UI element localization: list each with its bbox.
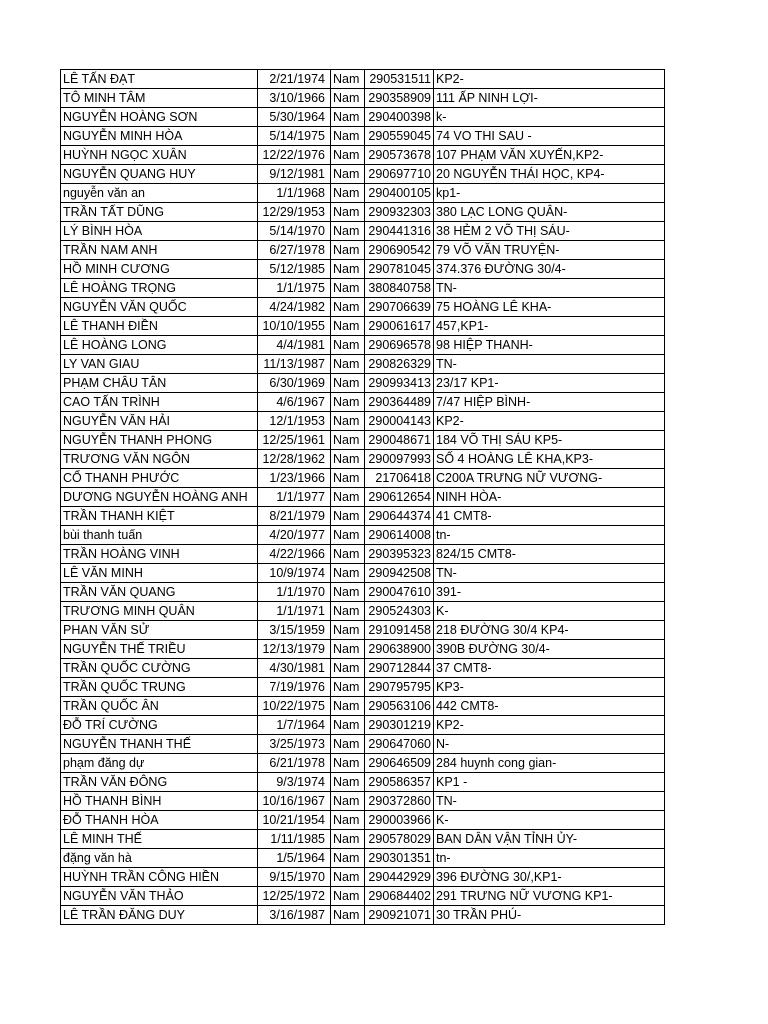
id-number-cell: 291091458 <box>365 621 434 640</box>
name-cell: NGUYỄN THẾ TRIỀU <box>61 640 258 659</box>
table-row <box>61 602 665 621</box>
address-cell: 107 PHẠM VĂN XUYẾN,KP2- <box>434 146 665 165</box>
records-table-body <box>61 70 665 925</box>
birthdate-cell: 1/7/1964 <box>258 716 331 735</box>
birthdate-cell: 10/16/1967 <box>258 792 331 811</box>
id-number-cell: 290441316 <box>365 222 434 241</box>
birthdate-cell: 12/13/1979 <box>258 640 331 659</box>
gender-cell: Nam <box>331 279 365 298</box>
name-cell: LÝ BÌNH HÒA <box>61 222 258 241</box>
id-number-cell: 290097993 <box>365 450 434 469</box>
address-cell: 374.376 ĐƯỜNG 30/4- <box>434 260 665 279</box>
name-cell: nguyễn văn an <box>61 184 258 203</box>
birthdate-cell: 10/10/1955 <box>258 317 331 336</box>
name-cell: CAO TẤN TRÌNH <box>61 393 258 412</box>
id-number-cell: 21706418 <box>365 469 434 488</box>
table-row <box>61 887 665 906</box>
gender-cell: Nam <box>331 450 365 469</box>
id-number-cell: 290003966 <box>365 811 434 830</box>
address-cell: KP2- <box>434 70 665 89</box>
table-row <box>61 849 665 868</box>
id-number-cell: 290684402 <box>365 887 434 906</box>
table-row <box>61 241 665 260</box>
gender-cell: Nam <box>331 678 365 697</box>
birthdate-cell: 12/25/1972 <box>258 887 331 906</box>
gender-cell: Nam <box>331 222 365 241</box>
gender-cell: Nam <box>331 469 365 488</box>
address-cell: KP1 - <box>434 773 665 792</box>
gender-cell: Nam <box>331 849 365 868</box>
gender-cell: Nam <box>331 659 365 678</box>
gender-cell: Nam <box>331 792 365 811</box>
table-row <box>61 146 665 165</box>
id-number-cell: 290047610 <box>365 583 434 602</box>
address-cell: 37 CMT8- <box>434 659 665 678</box>
birthdate-cell: 12/1/1953 <box>258 412 331 431</box>
id-number-cell: 290697710 <box>365 165 434 184</box>
name-cell: HỒ MINH CƯƠNG <box>61 260 258 279</box>
address-cell: 390B ĐƯỜNG 30/4- <box>434 640 665 659</box>
address-cell: tn- <box>434 526 665 545</box>
birthdate-cell: 6/30/1969 <box>258 374 331 393</box>
id-number-cell: 290395323 <box>365 545 434 564</box>
id-number-cell: 290795795 <box>365 678 434 697</box>
id-number-cell: 290301351 <box>365 849 434 868</box>
address-cell: 457,KP1- <box>434 317 665 336</box>
id-number-cell: 290004143 <box>365 412 434 431</box>
birthdate-cell: 4/22/1966 <box>258 545 331 564</box>
gender-cell: Nam <box>331 317 365 336</box>
id-number-cell: 290559045 <box>365 127 434 146</box>
table-row <box>61 431 665 450</box>
name-cell: NGUYỄN VĂN HẢI <box>61 412 258 431</box>
table-row <box>61 70 665 89</box>
id-number-cell: 290644374 <box>365 507 434 526</box>
gender-cell: Nam <box>331 716 365 735</box>
birthdate-cell: 4/30/1981 <box>258 659 331 678</box>
address-cell: 7/47 HIỆP BÌNH- <box>434 393 665 412</box>
birthdate-cell: 2/21/1974 <box>258 70 331 89</box>
gender-cell: Nam <box>331 868 365 887</box>
name-cell: NGUYỄN QUANG HUY <box>61 165 258 184</box>
address-cell: 74 VO THI SAU - <box>434 127 665 146</box>
gender-cell: Nam <box>331 906 365 925</box>
table-row <box>61 906 665 925</box>
name-cell: phạm đăng dự <box>61 754 258 773</box>
name-cell: TRƯƠNG MINH QUÂN <box>61 602 258 621</box>
table-row <box>61 811 665 830</box>
address-cell: 30 TRẦN PHÚ- <box>434 906 665 925</box>
name-cell: LÊ THANH ĐIỀN <box>61 317 258 336</box>
name-cell: NGUYỄN THANH PHONG <box>61 431 258 450</box>
birthdate-cell: 9/3/1974 <box>258 773 331 792</box>
birthdate-cell: 5/14/1970 <box>258 222 331 241</box>
table-row <box>61 412 665 431</box>
id-number-cell: 290400398 <box>365 108 434 127</box>
name-cell: bùi thanh tuấn <box>61 526 258 545</box>
address-cell: N- <box>434 735 665 754</box>
table-row <box>61 279 665 298</box>
name-cell: LÊ HOÀNG LONG <box>61 336 258 355</box>
name-cell: NGUYỄN VĂN THẢO <box>61 887 258 906</box>
table-row <box>61 355 665 374</box>
birthdate-cell: 9/12/1981 <box>258 165 331 184</box>
table-row <box>61 488 665 507</box>
table-row <box>61 507 665 526</box>
gender-cell: Nam <box>331 564 365 583</box>
table-row <box>61 469 665 488</box>
table-row <box>61 317 665 336</box>
name-cell: TRẦN THANH KIỆT <box>61 507 258 526</box>
address-cell: NINH HÒA- <box>434 488 665 507</box>
address-cell: 824/15 CMT8- <box>434 545 665 564</box>
table-row <box>61 165 665 184</box>
birthdate-cell: 12/29/1953 <box>258 203 331 222</box>
address-cell: TN- <box>434 355 665 374</box>
birthdate-cell: 10/22/1975 <box>258 697 331 716</box>
table-row <box>61 545 665 564</box>
id-number-cell: 290364489 <box>365 393 434 412</box>
birthdate-cell: 4/20/1977 <box>258 526 331 545</box>
name-cell: DƯƠNG NGUYỄN HOÀNG ANH <box>61 488 258 507</box>
birthdate-cell: 10/9/1974 <box>258 564 331 583</box>
birthdate-cell: 1/23/1966 <box>258 469 331 488</box>
name-cell: LY VAN GIAU <box>61 355 258 374</box>
name-cell: ĐỖ THANH HÒA <box>61 811 258 830</box>
birthdate-cell: 9/15/1970 <box>258 868 331 887</box>
id-number-cell: 290921071 <box>365 906 434 925</box>
records-table <box>60 69 665 925</box>
address-cell: 23/17 KP1- <box>434 374 665 393</box>
id-number-cell: 290301219 <box>365 716 434 735</box>
address-cell: 380 LẠC LONG QUÂN- <box>434 203 665 222</box>
name-cell: TRƯƠNG VĂN NGÔN <box>61 450 258 469</box>
table-row <box>61 621 665 640</box>
table-row <box>61 336 665 355</box>
gender-cell: Nam <box>331 108 365 127</box>
name-cell: HUỲNH NGỌC XUÂN <box>61 146 258 165</box>
table-row <box>61 564 665 583</box>
address-cell: 20 NGUYỄN THÁI HỌC, KP4- <box>434 165 665 184</box>
id-number-cell: 290442929 <box>365 868 434 887</box>
table-row <box>61 203 665 222</box>
birthdate-cell: 1/1/1977 <box>258 488 331 507</box>
gender-cell: Nam <box>331 545 365 564</box>
id-number-cell: 290614008 <box>365 526 434 545</box>
gender-cell: Nam <box>331 602 365 621</box>
id-number-cell: 290781045 <box>365 260 434 279</box>
name-cell: TRẦN VĂN ĐÔNG <box>61 773 258 792</box>
name-cell: LÊ TRẦN ĐĂNG DUY <box>61 906 258 925</box>
id-number-cell: 290696578 <box>365 336 434 355</box>
gender-cell: Nam <box>331 260 365 279</box>
name-cell: TRẦN TẤT DŨNG <box>61 203 258 222</box>
table-row <box>61 754 665 773</box>
id-number-cell: 290061617 <box>365 317 434 336</box>
address-cell: kp1- <box>434 184 665 203</box>
name-cell: NGUYỄN HOÀNG SƠN <box>61 108 258 127</box>
gender-cell: Nam <box>331 336 365 355</box>
name-cell: đặng văn hà <box>61 849 258 868</box>
table-row <box>61 450 665 469</box>
table-row <box>61 89 665 108</box>
birthdate-cell: 5/14/1975 <box>258 127 331 146</box>
address-cell: KP2- <box>434 412 665 431</box>
gender-cell: Nam <box>331 830 365 849</box>
address-cell: 111 ẤP NINH LỢI- <box>434 89 665 108</box>
gender-cell: Nam <box>331 811 365 830</box>
id-number-cell: 290647060 <box>365 735 434 754</box>
birthdate-cell: 3/25/1973 <box>258 735 331 754</box>
birthdate-cell: 6/21/1978 <box>258 754 331 773</box>
address-cell: 291 TRƯNG NỮ VƯƠNG KP1- <box>434 887 665 906</box>
name-cell: HUỲNH TRẦN CÔNG HIỀN <box>61 868 258 887</box>
id-number-cell: 290573678 <box>365 146 434 165</box>
address-cell: 391- <box>434 583 665 602</box>
birthdate-cell: 10/21/1954 <box>258 811 331 830</box>
id-number-cell: 290586357 <box>365 773 434 792</box>
gender-cell: Nam <box>331 298 365 317</box>
table-row <box>61 526 665 545</box>
birthdate-cell: 1/1/1968 <box>258 184 331 203</box>
birthdate-cell: 5/30/1964 <box>258 108 331 127</box>
address-cell: SỐ 4 HOÀNG LÊ KHA,KP3- <box>434 450 665 469</box>
birthdate-cell: 11/13/1987 <box>258 355 331 374</box>
address-cell: TN- <box>434 792 665 811</box>
address-cell: TN- <box>434 279 665 298</box>
gender-cell: Nam <box>331 488 365 507</box>
gender-cell: Nam <box>331 735 365 754</box>
gender-cell: Nam <box>331 412 365 431</box>
gender-cell: Nam <box>331 621 365 640</box>
gender-cell: Nam <box>331 393 365 412</box>
birthdate-cell: 1/1/1970 <box>258 583 331 602</box>
gender-cell: Nam <box>331 583 365 602</box>
birthdate-cell: 12/25/1961 <box>258 431 331 450</box>
birthdate-cell: 1/1/1975 <box>258 279 331 298</box>
name-cell: TRẦN QUỐC ÂN <box>61 697 258 716</box>
address-cell: 75 HOÀNG LÊ KHA- <box>434 298 665 317</box>
id-number-cell: 290612654 <box>365 488 434 507</box>
id-number-cell: 290826329 <box>365 355 434 374</box>
table-row <box>61 659 665 678</box>
id-number-cell: 290638900 <box>365 640 434 659</box>
gender-cell: Nam <box>331 640 365 659</box>
name-cell: TRẦN VĂN QUANG <box>61 583 258 602</box>
birthdate-cell: 1/1/1971 <box>258 602 331 621</box>
birthdate-cell: 3/16/1987 <box>258 906 331 925</box>
gender-cell: Nam <box>331 165 365 184</box>
name-cell: NGUYỄN THANH THẾ <box>61 735 258 754</box>
table-row <box>61 184 665 203</box>
table-row <box>61 678 665 697</box>
birthdate-cell: 3/10/1966 <box>258 89 331 108</box>
id-number-cell: 290646509 <box>365 754 434 773</box>
birthdate-cell: 4/4/1981 <box>258 336 331 355</box>
gender-cell: Nam <box>331 203 365 222</box>
gender-cell: Nam <box>331 507 365 526</box>
address-cell: KP2- <box>434 716 665 735</box>
address-cell: 41 CMT8- <box>434 507 665 526</box>
birthdate-cell: 12/22/1976 <box>258 146 331 165</box>
address-cell: 184 VÕ THỊ SÁU KP5- <box>434 431 665 450</box>
name-cell: LÊ TẤN ĐẠT <box>61 70 258 89</box>
address-cell: 98 HIỆP THANH- <box>434 336 665 355</box>
birthdate-cell: 6/27/1978 <box>258 241 331 260</box>
id-number-cell: 290563106 <box>365 697 434 716</box>
address-cell: 396 ĐƯỜNG 30/,KP1- <box>434 868 665 887</box>
birthdate-cell: 7/19/1976 <box>258 678 331 697</box>
gender-cell: Nam <box>331 184 365 203</box>
id-number-cell: 290048671 <box>365 431 434 450</box>
address-cell: 38 HẺM 2 VÕ THỊ SÁU- <box>434 222 665 241</box>
name-cell: HỒ THANH BÌNH <box>61 792 258 811</box>
address-cell: tn- <box>434 849 665 868</box>
gender-cell: Nam <box>331 697 365 716</box>
table-row <box>61 108 665 127</box>
address-cell: 218 ĐƯỜNG 30/4 KP4- <box>434 621 665 640</box>
address-cell: 284 huynh cong gian- <box>434 754 665 773</box>
gender-cell: Nam <box>331 526 365 545</box>
name-cell: ĐỖ TRÍ CƯỜNG <box>61 716 258 735</box>
name-cell: LÊ HOÀNG TRỌNG <box>61 279 258 298</box>
birthdate-cell: 12/28/1962 <box>258 450 331 469</box>
name-cell: TRẦN NAM ANH <box>61 241 258 260</box>
birthdate-cell: 4/6/1967 <box>258 393 331 412</box>
address-cell: K- <box>434 811 665 830</box>
id-number-cell: 380840758 <box>365 279 434 298</box>
address-cell: 79 VÕ VĂN TRUYỆN- <box>434 241 665 260</box>
gender-cell: Nam <box>331 754 365 773</box>
id-number-cell: 290932303 <box>365 203 434 222</box>
table-row <box>61 393 665 412</box>
birthdate-cell: 8/21/1979 <box>258 507 331 526</box>
id-number-cell: 290400105 <box>365 184 434 203</box>
table-row <box>61 374 665 393</box>
gender-cell: Nam <box>331 146 365 165</box>
address-cell: C200A TRƯNG NỮ VƯƠNG- <box>434 469 665 488</box>
birthdate-cell: 1/5/1964 <box>258 849 331 868</box>
gender-cell: Nam <box>331 887 365 906</box>
name-cell: NGUYỄN MINH HÒA <box>61 127 258 146</box>
address-cell: TN- <box>434 564 665 583</box>
gender-cell: Nam <box>331 355 365 374</box>
id-number-cell: 290993413 <box>365 374 434 393</box>
address-cell: 442 CMT8- <box>434 697 665 716</box>
name-cell: TRẦN QUỐC CƯỜNG <box>61 659 258 678</box>
table-row <box>61 260 665 279</box>
table-row <box>61 716 665 735</box>
id-number-cell: 290524303 <box>365 602 434 621</box>
id-number-cell: 290372860 <box>365 792 434 811</box>
table-row <box>61 222 665 241</box>
address-cell: k- <box>434 108 665 127</box>
id-number-cell: 290690542 <box>365 241 434 260</box>
name-cell: LÊ MINH THẾ <box>61 830 258 849</box>
gender-cell: Nam <box>331 431 365 450</box>
birthdate-cell: 1/11/1985 <box>258 830 331 849</box>
gender-cell: Nam <box>331 89 365 108</box>
id-number-cell: 290712844 <box>365 659 434 678</box>
name-cell: TÔ MINH TÂM <box>61 89 258 108</box>
gender-cell: Nam <box>331 241 365 260</box>
id-number-cell: 290358909 <box>365 89 434 108</box>
table-row <box>61 127 665 146</box>
gender-cell: Nam <box>331 773 365 792</box>
birthdate-cell: 5/12/1985 <box>258 260 331 279</box>
address-cell: BAN DÂN VẬN TỈNH ỦY- <box>434 830 665 849</box>
gender-cell: Nam <box>331 374 365 393</box>
name-cell: CỔ THANH PHƯỚC <box>61 469 258 488</box>
table-row <box>61 792 665 811</box>
address-cell: K- <box>434 602 665 621</box>
birthdate-cell: 4/24/1982 <box>258 298 331 317</box>
name-cell: NGUYỄN VĂN QUỐC <box>61 298 258 317</box>
id-number-cell: 290578029 <box>365 830 434 849</box>
table-row <box>61 868 665 887</box>
id-number-cell: 290706639 <box>365 298 434 317</box>
table-row <box>61 697 665 716</box>
gender-cell: Nam <box>331 127 365 146</box>
table-row <box>61 830 665 849</box>
table-row <box>61 640 665 659</box>
gender-cell: Nam <box>331 70 365 89</box>
table-row <box>61 583 665 602</box>
name-cell: PHAN VĂN SỬ <box>61 621 258 640</box>
id-number-cell: 290942508 <box>365 564 434 583</box>
table-row <box>61 298 665 317</box>
id-number-cell: 290531511 <box>365 70 434 89</box>
name-cell: PHẠM CHÂU TÂN <box>61 374 258 393</box>
name-cell: TRẦN HOÀNG VINH <box>61 545 258 564</box>
table-row <box>61 773 665 792</box>
table-row <box>61 735 665 754</box>
name-cell: LÊ VĂN MINH <box>61 564 258 583</box>
birthdate-cell: 3/15/1959 <box>258 621 331 640</box>
name-cell: TRẦN QUỐC TRUNG <box>61 678 258 697</box>
address-cell: KP3- <box>434 678 665 697</box>
